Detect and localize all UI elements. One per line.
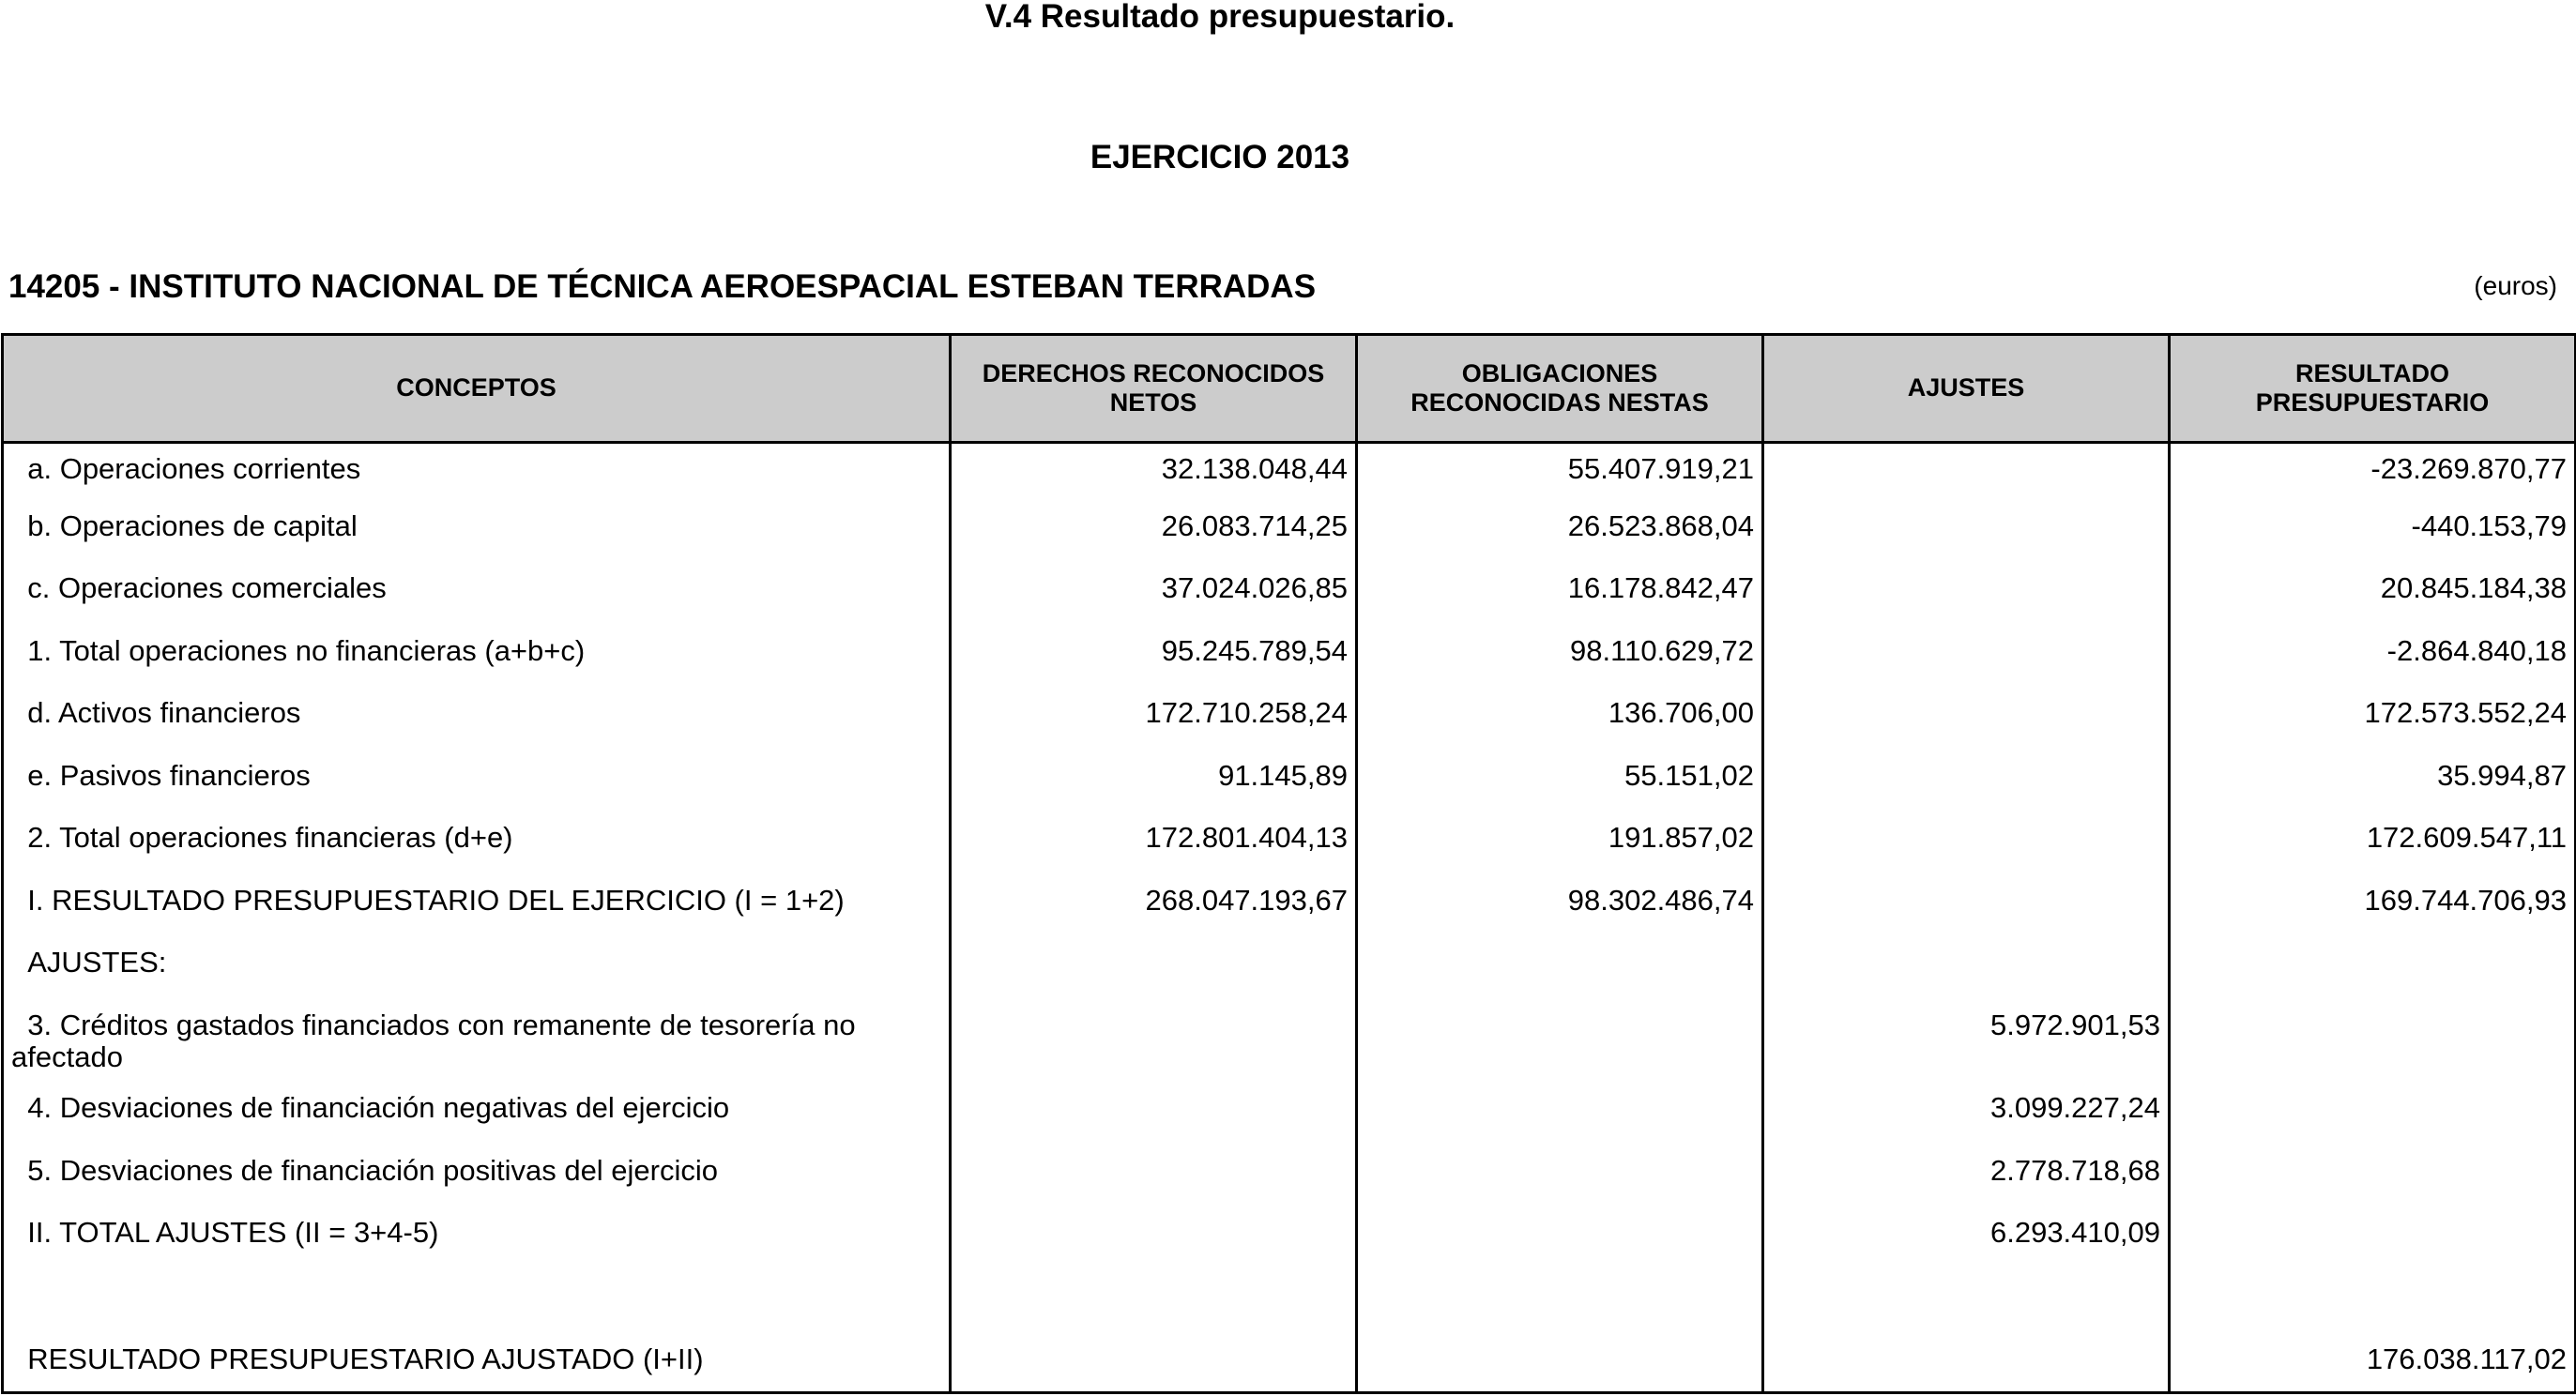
header-derechos: DERECHOS RECONOCIDOS NETOS [951,335,1357,443]
table-row [3,567,2576,629]
cell-obligaciones: 98.302.486,74 [1357,879,1763,941]
table-row [3,1149,2576,1211]
cell-obligaciones [1357,1149,1763,1211]
row-concept: RESULTADO PRESUPUESTARIO AJUSTADO (I+II) [11,1343,704,1376]
cell-obligaciones: 136.706,00 [1357,691,1763,753]
cell-ajustes: 3.099.227,24 [1763,1086,2170,1148]
document-title: V.4 Resultado presupuestario. [984,0,1456,35]
cell-derechos [951,1086,1357,1148]
cell-resultado [2170,1086,2576,1148]
cell-derechos: 37.024.026,85 [951,567,1357,629]
table-header-row [3,335,2576,443]
header-conceptos: CONCEPTOS [3,335,951,443]
row-concept: 1. Total operaciones no financieras (a+b+c) [11,633,586,667]
cell-ajustes [1763,691,2170,753]
table-row [3,691,2576,753]
cell-ajustes: 5.972.901,53 [1763,1004,2170,1087]
cell-resultado: 172.573.552,24 [2170,691,2576,753]
cell-resultado [2170,1274,2576,1336]
cell-ajustes [1763,941,2170,1003]
cell-obligaciones [1357,1004,1763,1087]
cell-ajustes [1763,1274,2170,1336]
cell-obligaciones [1357,1086,1763,1148]
cell-obligaciones: 98.110.629,72 [1357,630,1763,691]
cell-obligaciones: 55.151,02 [1357,754,1763,816]
row-concept: I. RESULTADO PRESUPUESTARIO DEL EJERCICIO (I = 1+2) [11,883,845,917]
cell-obligaciones [1357,1211,1763,1273]
cell-resultado: -440.153,79 [2170,505,2576,567]
cell-derechos [951,1211,1357,1273]
table-row [3,1336,2576,1393]
row-concept: c. Operaciones comerciales [11,571,387,605]
cell-resultado [2170,1004,2576,1087]
cell-ajustes [1763,879,2170,941]
row-concept: e. Pasivos financieros [11,758,311,792]
cell-ajustes: 2.778.718,68 [1763,1149,2170,1211]
cell-obligaciones: 16.178.842,47 [1357,567,1763,629]
cell-obligaciones [1357,941,1763,1003]
row-concept: a. Operaciones corrientes [11,452,361,485]
cell-ajustes [1763,567,2170,629]
cell-derechos: 91.145,89 [951,754,1357,816]
table-row [3,630,2576,691]
cell-derechos [951,941,1357,1003]
cell-derechos: 95.245.789,54 [951,630,1357,691]
cell-resultado [2170,1149,2576,1211]
table-row [3,505,2576,567]
cell-resultado [2170,941,2576,1003]
cell-resultado: -2.864.840,18 [2170,630,2576,691]
cell-obligaciones: 55.407.919,21 [1357,443,1763,505]
cell-derechos [951,1004,1357,1087]
cell-derechos: 32.138.048,44 [951,443,1357,505]
cell-ajustes [1763,754,2170,816]
cell-ajustes [1763,630,2170,691]
row-concept: AJUSTES: [11,946,167,979]
cell-ajustes [1763,816,2170,878]
cell-derechos: 268.047.193,67 [951,879,1357,941]
row-concept: b. Operaciones de capital [11,508,358,542]
row-concept: II. TOTAL AJUSTES (II = 3+4-5) [11,1216,439,1250]
cell-resultado: 169.744.706,93 [2170,879,2576,941]
fiscal-year-heading: EJERCICIO 2013 [1090,139,1350,175]
table-row [3,941,2576,1003]
cell-ajustes [1763,505,2170,567]
row-concept: 2. Total operaciones financieras (d+e) [11,821,513,855]
header-obligaciones: OBLIGACIONES RECONOCIDAS NESTAS [1357,335,1763,443]
header-resultado: RESULTADO PRESUPUESTARIO [2170,335,2576,443]
budget-result-table [1,333,2576,1394]
cell-ajustes: 6.293.410,09 [1763,1211,2170,1273]
cell-resultado: 20.845.184,38 [2170,567,2576,629]
currency-units: (euros) [2474,271,2557,300]
row-concept: 4. Desviaciones de financiación negativas del ejercicio [11,1091,730,1125]
cell-derechos: 172.801.404,13 [951,816,1357,878]
cell-derechos: 26.083.714,25 [951,505,1357,567]
cell-obligaciones: 191.857,02 [1357,816,1763,878]
cell-ajustes [1763,443,2170,505]
table-row [3,1211,2576,1273]
entity-name: 14205 - INSTITUTO NACIONAL DE TÉCNICA AEROESPACIAL ESTEBAN TERRADAS [8,268,1317,305]
table-row [3,1274,2576,1336]
cell-resultado: 172.609.547,11 [2170,816,2576,878]
cell-derechos [951,1336,1357,1393]
table-row [3,1004,2576,1087]
row-concept: d. Activos financieros [11,696,301,730]
cell-resultado: 176.038.117,02 [2170,1336,2576,1393]
table-row [3,816,2576,878]
row-concept: 3. Créditos gastados financiados con remanente de tesorería no afectado [11,1008,864,1074]
header-ajustes: AJUSTES [1763,335,2170,443]
cell-obligaciones [1357,1274,1763,1336]
cell-resultado [2170,1211,2576,1273]
table-row [3,1086,2576,1148]
table-row [3,879,2576,941]
cell-derechos [951,1149,1357,1211]
table-row [3,443,2576,505]
cell-resultado: 35.994,87 [2170,754,2576,816]
cell-derechos [951,1274,1357,1336]
cell-resultado: -23.269.870,77 [2170,443,2576,505]
cell-obligaciones [1357,1336,1763,1393]
row-concept: 5. Desviaciones de financiación positivas del ejercicio [11,1153,719,1187]
cell-obligaciones: 26.523.868,04 [1357,505,1763,567]
cell-ajustes [1763,1336,2170,1393]
table-row [3,754,2576,816]
cell-derechos: 172.710.258,24 [951,691,1357,753]
